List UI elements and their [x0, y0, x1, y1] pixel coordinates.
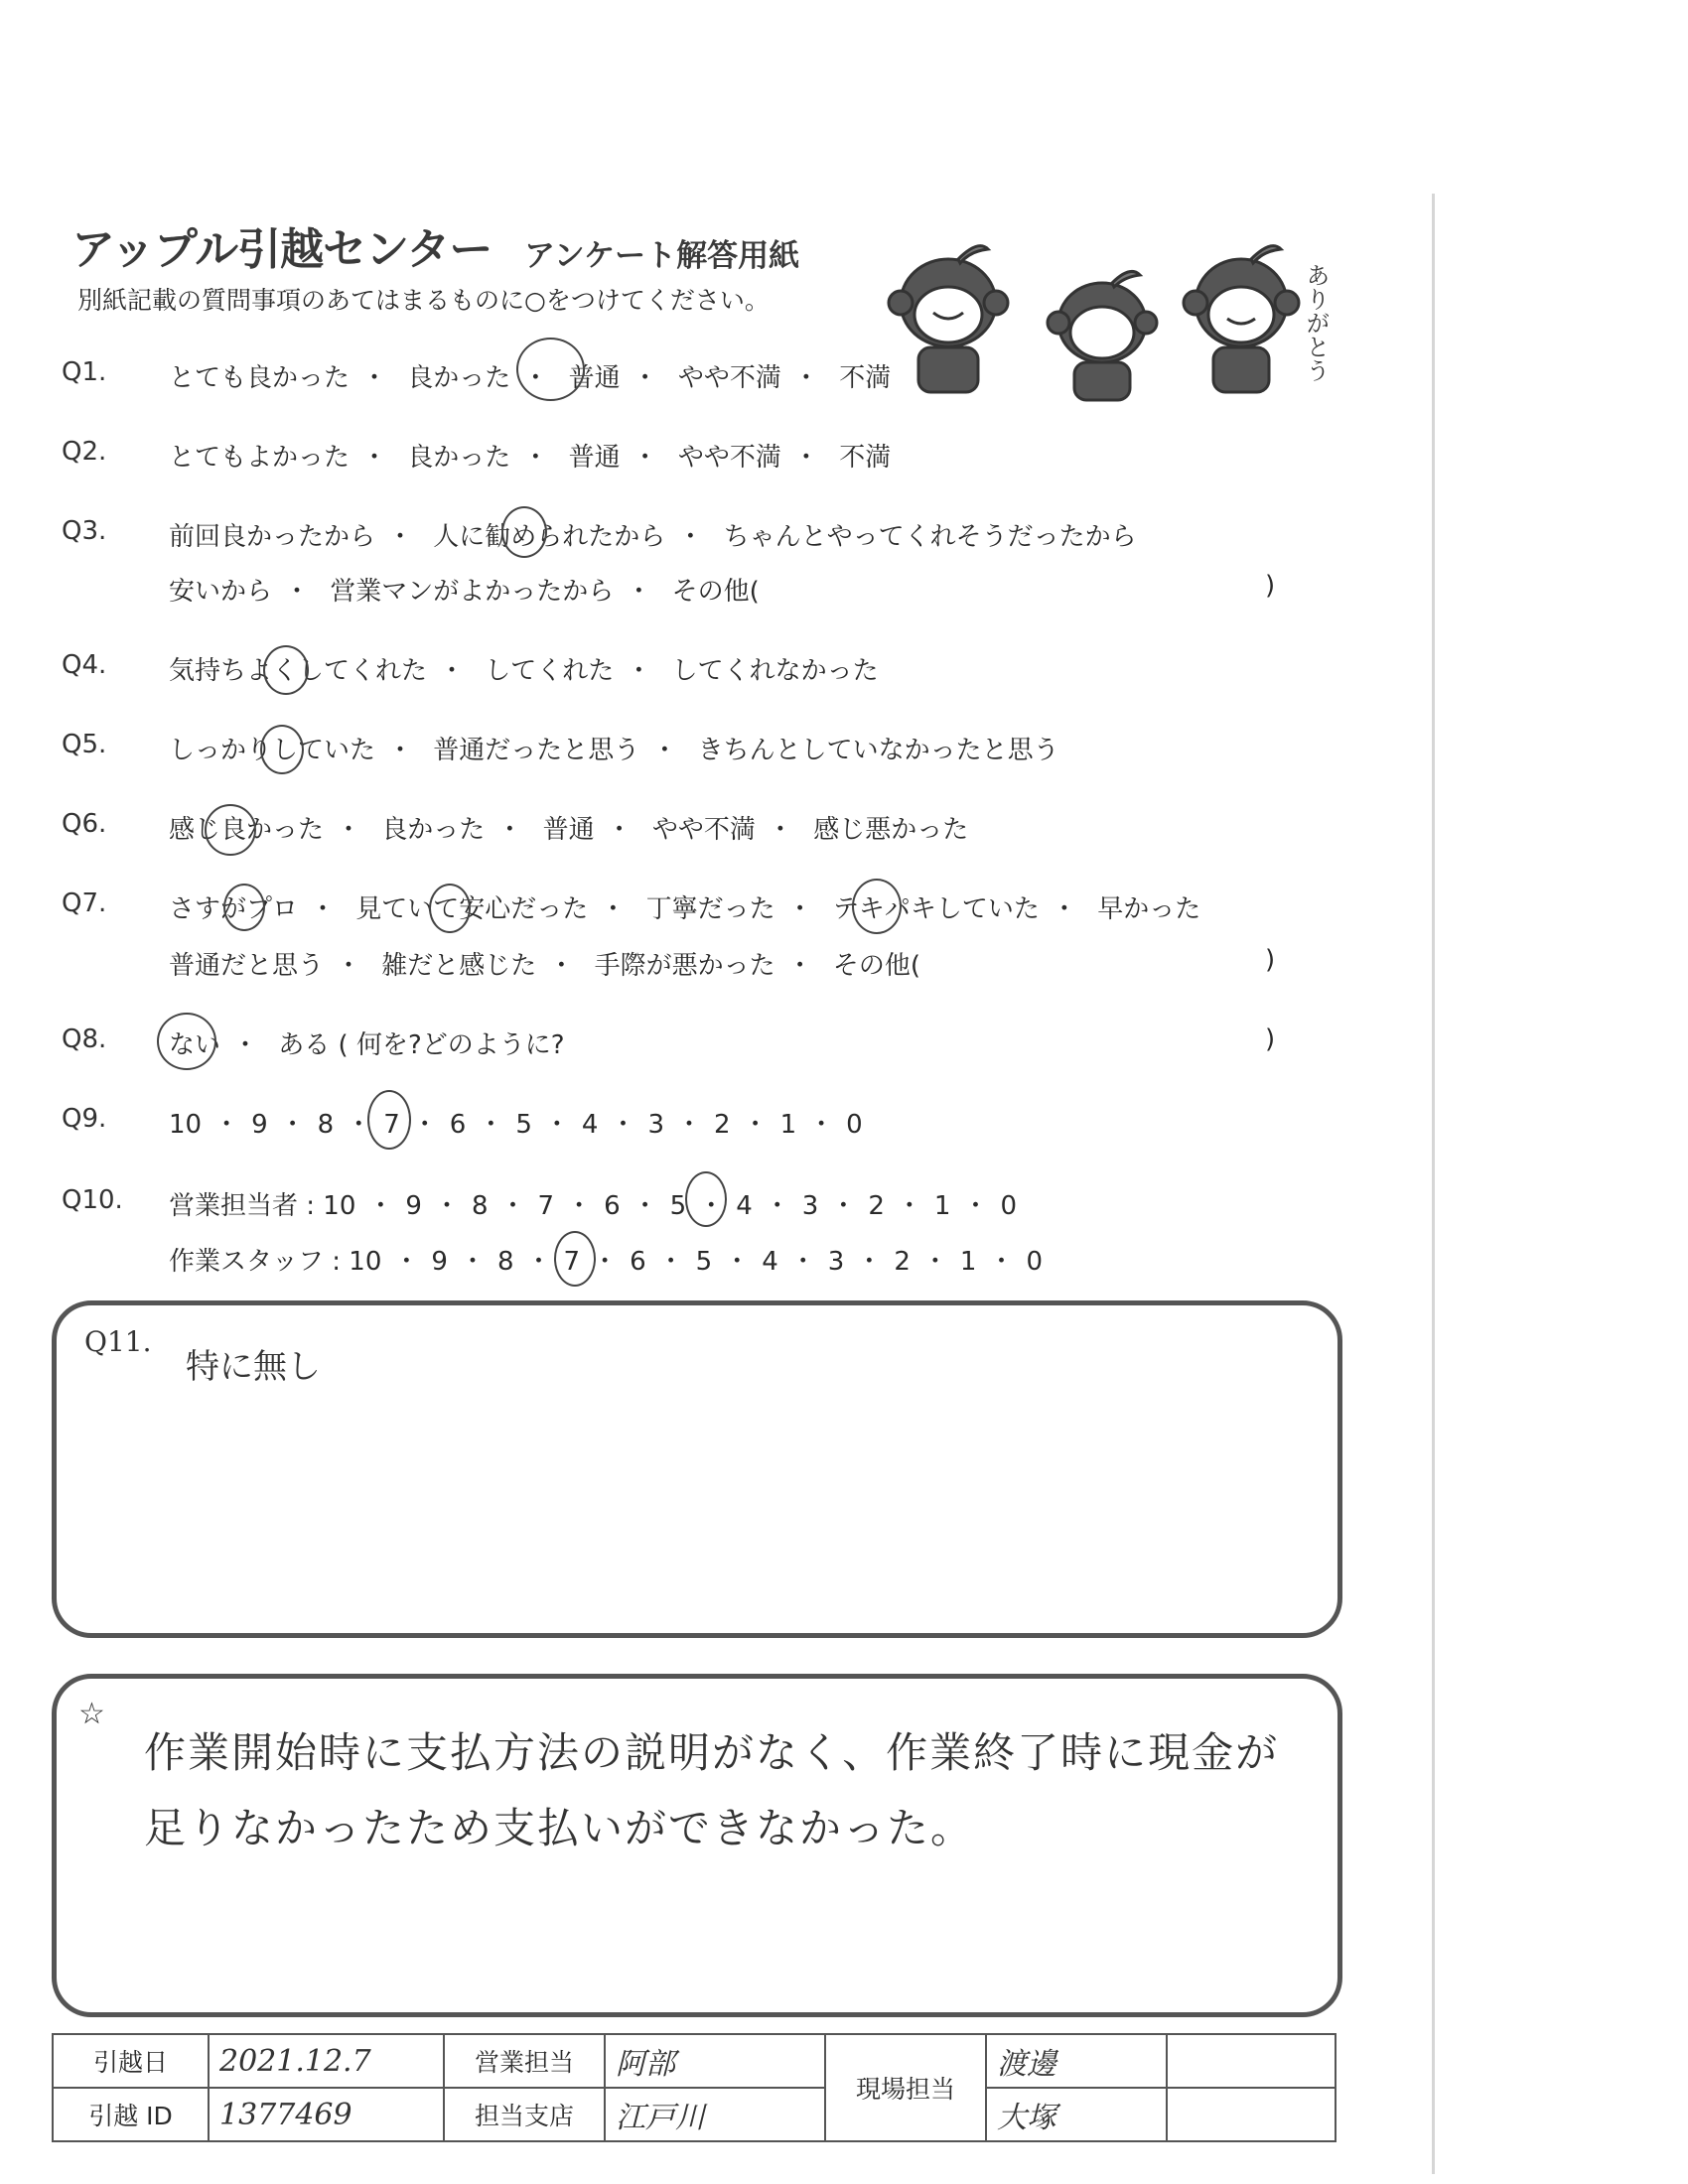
q6-option-3[interactable]: 普通	[542, 815, 595, 845]
q11-label: Q11.	[84, 1325, 152, 1358]
q10-sales-separator: ・	[499, 1191, 526, 1221]
q3-option-3[interactable]: ちゃんとやってくれそうだったから	[723, 522, 1137, 552]
q10-staff-option-8[interactable]: 8	[496, 1247, 514, 1277]
q9-option-8[interactable]: 8	[317, 1110, 335, 1140]
q7-option-2[interactable]: 見ていて安心だった	[355, 894, 589, 924]
q3-options-line2: 安いから ・ 営業マンがよかったから ・ その他(	[169, 577, 760, 607]
q6-answer-circle	[205, 804, 256, 856]
q10-staff-option-5[interactable]: 5	[695, 1247, 713, 1277]
move-date-text: 2021.12.7	[219, 2043, 371, 2079]
q1-number: Q1.	[62, 357, 107, 387]
q3-number: Q3.	[62, 516, 107, 546]
q3-options-line1: 前回良かったから ・ 人に勧められたから ・ ちゃんとやってくれそうだったから	[169, 522, 1137, 552]
q11-comment-box[interactable]	[52, 1300, 1342, 1638]
q8-options: ない ・ ある ( 何を?どのように?	[169, 1030, 565, 1060]
move-id-label: 引越 ID	[53, 2088, 209, 2141]
question-q9	[0, 1104, 1430, 1163]
q10-staff-scale	[349, 1247, 1043, 1277]
q10-staff-separator: ・	[856, 1247, 883, 1277]
q6-option-5[interactable]: 感じ悪かった	[813, 815, 969, 845]
q11-answer: 特に無し	[186, 1347, 321, 1387]
q10-staff-separator: ・	[657, 1247, 684, 1277]
q7-option-4[interactable]: テキパキしていた	[832, 894, 1040, 924]
q9-option-2[interactable]: 2	[714, 1110, 731, 1140]
q2-number: Q2.	[62, 437, 107, 467]
q10-sales-separator: ・	[764, 1191, 790, 1221]
q10-staff-row	[169, 1241, 1043, 1278]
q6-option-2[interactable]: 良かった	[381, 815, 486, 845]
q1-answer-circle	[516, 338, 585, 401]
q10-sales-option-0[interactable]: 0	[1000, 1191, 1018, 1221]
question-q7	[0, 888, 1430, 948]
q10-sales-option-2[interactable]: 2	[868, 1191, 885, 1221]
q7-options-line1: さすがプロ ・ 見ていて安心だった ・ 丁寧だった ・ テキパキしていた ・ 早かった	[169, 894, 1201, 924]
site-value-1[interactable]	[986, 2034, 1167, 2088]
site-text-1: 渡邊	[997, 2047, 1056, 2082]
sales-label: 営業担当	[444, 2034, 605, 2088]
q9-option-7[interactable]: 7	[383, 1110, 400, 1140]
q3-option-5[interactable]: 営業マンがよかったから	[330, 577, 615, 607]
q10-staff-separator: ・	[459, 1247, 486, 1277]
q7-option-3[interactable]: 丁寧だった	[645, 894, 775, 924]
comment-line-2: 足りなかったため支払いができなかった。	[144, 1804, 975, 1852]
q7-option-1[interactable]: さすがプロ	[169, 894, 299, 924]
branch-value[interactable]	[605, 2088, 825, 2141]
q3-option-other[interactable]: その他(	[671, 577, 760, 607]
q10-staff-option-6[interactable]: 6	[630, 1247, 646, 1277]
q10-staff-answer-circle	[554, 1231, 596, 1287]
instructions: 別紙記載の質問事項のあてはまるものに○をつけてください。	[77, 286, 770, 315]
q3-answer-circle	[501, 506, 547, 558]
q9-separator: ・	[346, 1110, 372, 1140]
question-q5	[0, 730, 1430, 789]
q1-option-5[interactable]: 不満	[839, 363, 892, 393]
q9-separator: ・	[742, 1110, 769, 1140]
q9-separator: ・	[213, 1110, 240, 1140]
q5-option-1[interactable]: しっかりしていた	[169, 736, 376, 765]
q5-number: Q5.	[62, 730, 107, 759]
q10-sales-separator: ・	[698, 1191, 725, 1221]
q10-sales-label: 営業担当者 :	[169, 1191, 316, 1221]
q1-option-2[interactable]: 良かった	[407, 363, 511, 393]
site-label: 現場担当	[825, 2034, 986, 2141]
q6-option-4[interactable]: やや不満	[651, 815, 756, 845]
q10-staff-option-1[interactable]: 1	[959, 1247, 977, 1277]
q9-scale	[169, 1104, 863, 1141]
q10-staff-option-9[interactable]: 9	[431, 1247, 448, 1277]
q6-number: Q6.	[62, 809, 107, 839]
question-q4	[0, 650, 1430, 710]
q4-options: 気持ちよくしてくれた ・ してくれた ・ してくれなかった	[169, 656, 879, 686]
q3-option-1[interactable]: 前回良かったから	[169, 522, 376, 552]
q10-sales-option-8[interactable]: 8	[471, 1191, 489, 1221]
q7-option-7[interactable]: 雑だと感じた	[381, 951, 537, 981]
q10-sales-answer-circle	[685, 1171, 727, 1227]
q10-sales-option-5[interactable]: 5	[669, 1191, 687, 1221]
q10-staff-separator: ・	[789, 1247, 816, 1277]
q2-options: とてもよかった ・ 良かった ・ 普通 ・ やや不満 ・ 不満	[169, 443, 892, 473]
site-extra-2[interactable]	[1167, 2088, 1336, 2141]
q4-option-3[interactable]: してくれなかった	[671, 656, 879, 686]
q1-option-3-selected[interactable]: 普通	[568, 363, 621, 393]
form-subtitle: アンケート解答用紙	[524, 238, 800, 274]
q7-answer-circle-3	[852, 879, 902, 934]
site-value-2[interactable]	[986, 2088, 1167, 2141]
q10-sales-option-7[interactable]: 7	[537, 1191, 555, 1221]
q9-number: Q9.	[62, 1104, 107, 1134]
move-id-value[interactable]	[209, 2088, 444, 2141]
q10-sales-scale	[323, 1191, 1017, 1221]
q8-option-some[interactable]: ある ( 何を?どのように?	[278, 1030, 565, 1060]
comment-line-1: 作業開始時に支払方法の説明がなく、作業終了時に現金が	[144, 1728, 1280, 1777]
move-date-value[interactable]	[209, 2034, 444, 2088]
question-q3	[0, 516, 1430, 576]
q10-staff-separator: ・	[393, 1247, 420, 1277]
question-q1	[0, 357, 1430, 417]
q10-sales-separator: ・	[830, 1191, 857, 1221]
q10-sales-option-10[interactable]: 10	[323, 1191, 356, 1221]
site-extra-1[interactable]	[1167, 2034, 1336, 2088]
q8-answer-circle	[157, 1013, 216, 1070]
q7-close-paren: )	[1265, 945, 1276, 975]
q9-option-3[interactable]: 3	[647, 1110, 665, 1140]
q3-close-paren: )	[1265, 571, 1276, 601]
q10-staff-option-4[interactable]: 4	[762, 1247, 778, 1277]
q9-separator: ・	[808, 1110, 835, 1140]
move-date-label: 引越日	[53, 2034, 209, 2088]
q9-option-0[interactable]: 0	[846, 1110, 863, 1140]
q9-separator: ・	[543, 1110, 570, 1140]
q10-sales-option-9[interactable]: 9	[405, 1191, 422, 1221]
sales-text: 阿部	[616, 2047, 675, 2082]
q9-separator: ・	[478, 1110, 504, 1140]
q7-option-other[interactable]: その他(	[832, 951, 921, 981]
q2-option-2[interactable]: 良かった	[407, 443, 511, 473]
q1-option-1[interactable]: とても良かった	[169, 363, 351, 393]
q9-option-10[interactable]: 10	[169, 1110, 203, 1140]
q7-number: Q7.	[62, 888, 107, 918]
q9-option-6[interactable]: 6	[449, 1110, 467, 1140]
question-q2	[0, 437, 1430, 496]
footer-row-1	[53, 2034, 1336, 2088]
q4-number: Q4.	[62, 650, 107, 680]
question-q10-staff	[0, 1241, 1430, 1300]
q7-answer-circle-2	[429, 884, 471, 933]
q10-staff-separator: ・	[525, 1247, 552, 1277]
q7-answer-circle-1	[223, 884, 265, 931]
q4-option-2[interactable]: してくれた	[485, 656, 615, 686]
star-icon: ☆	[78, 1697, 105, 1731]
q8-number: Q8.	[62, 1024, 107, 1054]
q10-sales-separator: ・	[433, 1191, 460, 1221]
free-comment-box[interactable]	[52, 1674, 1342, 2017]
q10-staff-separator: ・	[921, 1247, 948, 1277]
q10-sales-option-1[interactable]: 1	[933, 1191, 951, 1221]
q10-staff-separator: ・	[592, 1247, 619, 1277]
q10-staff-label: 作業スタッフ :	[169, 1247, 342, 1277]
q9-option-4[interactable]: 4	[581, 1110, 599, 1140]
q10-staff-option-3[interactable]: 3	[827, 1247, 845, 1277]
q9-separator: ・	[411, 1110, 438, 1140]
q10-sales-separator: ・	[566, 1191, 593, 1221]
q9-answer-circle	[367, 1090, 411, 1150]
q3-option-4[interactable]: 安いから	[169, 577, 273, 607]
q7-options-line2: 普通だと思う ・ 雑だと感じた ・ 手際が悪かった ・ その他(	[169, 951, 921, 981]
q3-option-2[interactable]: 人に勧められたから	[433, 522, 666, 552]
q9-separator: ・	[610, 1110, 636, 1140]
q9-option-9[interactable]: 9	[251, 1110, 268, 1140]
q2-option-5[interactable]: 不満	[839, 443, 892, 473]
question-q3-line2	[0, 571, 1430, 630]
q1-options: とても良かった ・ 良かった ・ 普通 ・ やや不満 ・ 不満	[169, 363, 892, 393]
q5-options: しっかりしていた ・ 普通だったと思う ・ きちんとしていなかったと思う	[169, 736, 1059, 765]
q10-sales-row	[169, 1185, 1017, 1222]
q10-number: Q10.	[62, 1185, 123, 1215]
q8-close-paren: )	[1265, 1024, 1276, 1054]
q5-answer-circle	[260, 725, 304, 774]
thanks-text: ありがとう	[1302, 263, 1330, 382]
question-q7-line2	[0, 945, 1430, 1005]
site-text-2: 大塚	[997, 2101, 1056, 2135]
q10-sales-separator: ・	[962, 1191, 989, 1221]
q8-option-none[interactable]: ない	[169, 1030, 221, 1060]
page-edge	[1432, 194, 1435, 2174]
q10-staff-option-2[interactable]: 2	[894, 1247, 911, 1277]
q6-option-1[interactable]: 感じ良かった	[169, 815, 325, 845]
q10-staff-option-7[interactable]: 7	[563, 1247, 581, 1277]
sales-value[interactable]	[605, 2034, 825, 2088]
q10-staff-separator: ・	[988, 1247, 1015, 1277]
q10-staff-option-0[interactable]: 0	[1026, 1247, 1044, 1277]
q7-option-8[interactable]: 手際が悪かった	[594, 951, 775, 981]
branch-text: 江戸川	[616, 2101, 705, 2135]
q10-sales-option-4[interactable]: 4	[736, 1191, 753, 1221]
q10-sales-separator: ・	[632, 1191, 658, 1221]
q6-options: 感じ良かった ・ 良かった ・ 普通 ・ やや不満 ・ 感じ悪かった	[169, 815, 969, 845]
q10-staff-option-10[interactable]: 10	[349, 1247, 382, 1277]
q7-option-5[interactable]: 早かった	[1097, 894, 1201, 924]
q9-option-5[interactable]: 5	[515, 1110, 532, 1140]
q2-option-3[interactable]: 普通	[568, 443, 621, 473]
q4-answer-circle	[263, 645, 309, 695]
company-title: アップル引越センター	[71, 224, 492, 275]
q5-option-2[interactable]: 普通だったと思う	[433, 736, 640, 765]
branch-label: 担当支店	[444, 2088, 605, 2141]
q10-sales-option-3[interactable]: 3	[801, 1191, 819, 1221]
q9-separator: ・	[279, 1110, 306, 1140]
q10-sales-option-6[interactable]: 6	[604, 1191, 621, 1221]
q5-option-3[interactable]: きちんとしていなかったと思う	[697, 736, 1059, 765]
q10-sales-separator: ・	[367, 1191, 394, 1221]
move-id-text: 1377469	[219, 2097, 352, 2132]
q2-option-1[interactable]: とてもよかった	[169, 443, 351, 473]
footer-row-2	[53, 2088, 1336, 2141]
q9-separator: ・	[676, 1110, 703, 1140]
q1-option-4[interactable]: やや不満	[677, 363, 781, 393]
q4-option-1[interactable]: 気持ちよくしてくれた	[169, 656, 428, 686]
q7-option-6[interactable]: 普通だと思う	[169, 951, 325, 981]
footer-info-table	[52, 2033, 1336, 2142]
q10-staff-separator: ・	[724, 1247, 751, 1277]
q10-sales-separator: ・	[896, 1191, 922, 1221]
q9-option-1[interactable]: 1	[779, 1110, 797, 1140]
q2-option-4[interactable]: やや不満	[677, 443, 781, 473]
